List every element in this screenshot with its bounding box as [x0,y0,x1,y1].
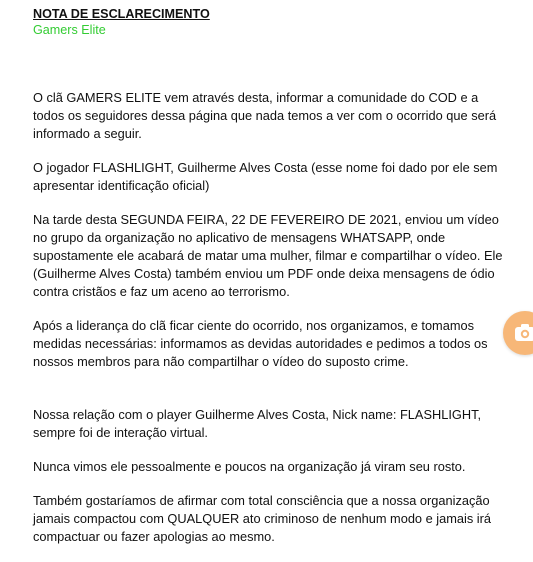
document-page [33,6,513,562]
paragraph-incident: Na tarde desta SEGUNDA FEIRA, 22 DE FEVEREIRO DE 2021, enviou um vídeo no grupo da organização no aplicativo de mensagens WHATSAPP, onde supostamente ele acabará de matar uma mulher, filmar e compartilhar o vídeo. Ele (Guilherme Alves Costa) também enviou um PDF onde deixa mensagens de ódio contra cristãos e faz um aceno ao terrorismo. [33,212,503,299]
paragraph-never-met: Nunca vimos ele pessoalmente e poucos na organização já viram seu rosto. [33,459,466,474]
paragraph-relation: Nossa relação com o player Guilherme Alves Costa, Nick name: FLASHLIGHT, sempre foi de interação virtual. [33,407,482,440]
paragraph-statement: Também gostaríamos de afirmar com total consciência que a nossa organização jamais compactou com QUALQUER ato criminoso de nenhum modo e jamais irá compactuar ou fazer apologias ao mesmo. [33,493,492,544]
paragraph-measures: Após a liderança do clã ficar ciente do ocorrido, nos organizamos, e tomamos medidas necessárias: informamos as devidas autoridades e pedimos a todos os nossos membros para não compartilhar o vídeo do suposto crime. [33,318,488,369]
paragraph-player: O jogador FLASHLIGHT, Guilherme Alves Costa (esse nome foi dado por ele sem apresentar identificação oficial) [33,160,498,193]
document-subtitle: Gamers Elite [33,23,106,37]
camera-icon [514,323,533,343]
paragraph-intro: O clã GAMERS ELITE vem através desta, informar a comunidade do COD e a todos os seguidores dessa página que nada temos a ver com o ocorrido que será informado a seguir. [33,90,497,141]
document-title: NOTA DE ESCLARECIMENTO [33,7,210,21]
